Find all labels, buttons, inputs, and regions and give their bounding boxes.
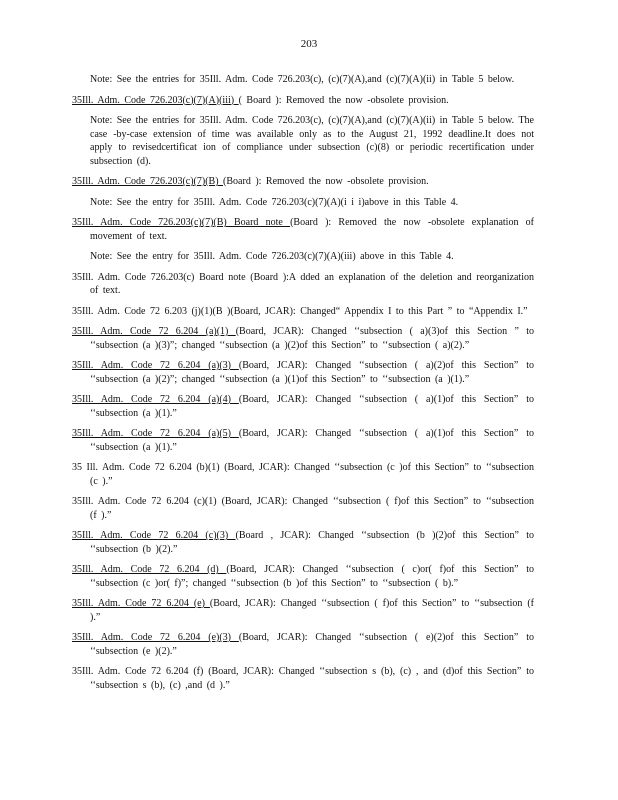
note-paragraph: Note: See the entries for 35Ill. Adm. Code 726.203(c), (c)(7)(A),and (c)(7)(A)(ii) in Table 5 below. The case -by-case extension of time was available only as to the August 21, 1992 deadline.It does not apply to revisedcertificat ion of compliance under subsection (c)(8) or periodic recertification under subsection (d). (90, 115, 534, 167)
entry-citation: 35 Ill. Adm. Code 72 6.204 (b)(1) (72, 462, 225, 473)
entry-citation: 35Ill. Adm. Code 72 6.204 (a)(3) (72, 360, 239, 371)
amendment-entry (72, 563, 534, 590)
amendment-entry (72, 325, 534, 352)
amendment-entry (72, 427, 534, 454)
amendment-entry (72, 359, 534, 386)
document-body (72, 73, 534, 699)
entry-description: (Board, JCAR): Changed ‘‘subsection ( a)(1)of this Section” to ‘‘subsection (a )(1).” (90, 428, 534, 453)
entry-citation: 35Ill. Adm. Code 72 6.204 (e) (72, 598, 210, 609)
page-number: 203 (300, 38, 318, 50)
entry-citation: 35Ill. Adm. Code 72 6.204 (f) (72, 666, 209, 677)
amendment-entry (72, 94, 534, 108)
entry-description: (Board, JCAR): Changed ‘‘subsection ( e)(2)of this Section” to ‘‘subsection (e )(2).” (90, 632, 534, 657)
entry-citation: 35Ill. Adm. Code 726.203(c)(7)(B) (72, 176, 224, 187)
entry-description: (Board, JCAR): Changed ‘‘subsection ( a)(1)of this Section” to ‘‘subsection (a )(1).” (90, 394, 534, 419)
entry-description: (Board ):A dded an explanation of the deletion and reorganization of text. (90, 271, 534, 296)
entry-citation: 35Ill. Adm. Code 72 6.204 (e)(3) (72, 632, 239, 643)
entry-citation: 35Ill. Adm. Code 72 6.204 (a)(4) (72, 394, 239, 405)
note-paragraph: Note: See the entry for 35Ill. Adm. Code 726.203(c)(7)(A)(iii) above in this Table 4. (90, 251, 454, 262)
amendment-entry (72, 665, 534, 692)
amendment-entry (72, 495, 534, 522)
note-paragraph: Note: See the entries for 35Ill. Adm. Code 726.203(c), (c)(7)(A),and (c)(7)(A)(ii) in Table 5 below. (90, 74, 515, 85)
amendment-entry (72, 271, 534, 298)
entry-description: (Board ): Removed the now -obsolete explanation of movement of text. (90, 217, 535, 242)
entry-description: (Board, JCAR): Changed“ Appendix I to this Part ” to “Appendix I.” (230, 305, 528, 317)
entry-description: (Board, JCAR): Changed ‘‘subsection ( a)(2)of this Section” to ‘‘subsection (a )(2)”; changed ‘‘subsection (a )(1)of this Section” to ‘‘subsection (a )(1).” (90, 360, 534, 385)
entry-description: (Board, JCAR): Changed ‘‘subsection ( c)or( f)of this Section” to ‘‘subsection (c )or( f)”; changed ‘‘subsection (b )of this Section” to ‘‘subsection ( b).” (90, 564, 535, 589)
amendment-entry (72, 529, 534, 556)
entry-description: (Board, JCAR): Changed ‘‘subsection (c )of this Section” to ‘‘subsection (c ).” (90, 462, 534, 487)
entry-citation: 35Ill. Adm. Code 72 6.203 (j)(1)(B ) (72, 305, 231, 317)
entry-description: (Board, JCAR): Changed ‘‘subsection ( f)of this Section” to ‘‘subsection (f ).” (90, 496, 534, 521)
amendment-entry (72, 216, 534, 243)
entry-description: (Board, JCAR): Changed ‘‘subsection ( a)(3)of this Section ” to ‘‘subsection (a )(3)”; changed ‘‘subsection (a )(2)of this Section” to ‘‘subsection ( a)(2).” (90, 326, 534, 351)
amendment-entry (72, 597, 534, 624)
entry-citation: 35Ill. Adm. Code 72 6.204 (c)(3) (72, 530, 236, 541)
entry-description: ( Board ): Removed the now -obsolete provision. (238, 94, 449, 106)
amendment-entry (72, 305, 534, 319)
entry-description: (Board ): Removed the now -obsolete provision. (223, 176, 429, 187)
amendment-entry (72, 631, 534, 658)
amendment-entry (72, 393, 534, 420)
entry-citation: 35Ill. Adm. Code 726.203(c) Board note (72, 271, 251, 283)
entry-citation: 35Ill. Adm. Code 72 6.204 (c)(1) (72, 496, 222, 507)
entry-citation: 35Ill. Adm. Code 72 6.204 (a)(1) (72, 326, 236, 337)
note-paragraph: Note: See the entry for 35Ill. Adm. Code 726.203(c)(7)(A)(i i i)above in this Table 4. (90, 196, 459, 208)
entry-citation: 35Ill. Adm. Code 726.203(c)(7)(B) Board note (72, 217, 291, 228)
entry-citation: 35Ill. Adm. Code 726.203(c)(7)(A)(iii) (72, 94, 239, 106)
entry-citation: 35Ill. Adm. Code 72 6.204 (a)(5) (72, 428, 239, 439)
amendment-entry (72, 175, 534, 189)
entry-citation: 35Ill. Adm. Code 72 6.204 (d) (72, 564, 227, 575)
amendment-entry (72, 461, 534, 488)
entry-description: (Board , JCAR): Changed ‘‘subsection (b )(2)of this Section” to ‘‘subsection (b )(2).” (90, 530, 535, 555)
entry-description: (Board, JCAR): Changed ‘‘subsection s (b), (c) , and (d)of this Section” to ‘‘subsection s (b), (c) ,and (d ).” (90, 666, 534, 691)
entry-description: (Board, JCAR): Changed ‘‘subsection ( f)of this Section” to ‘‘subsection (f ).” (90, 598, 534, 623)
